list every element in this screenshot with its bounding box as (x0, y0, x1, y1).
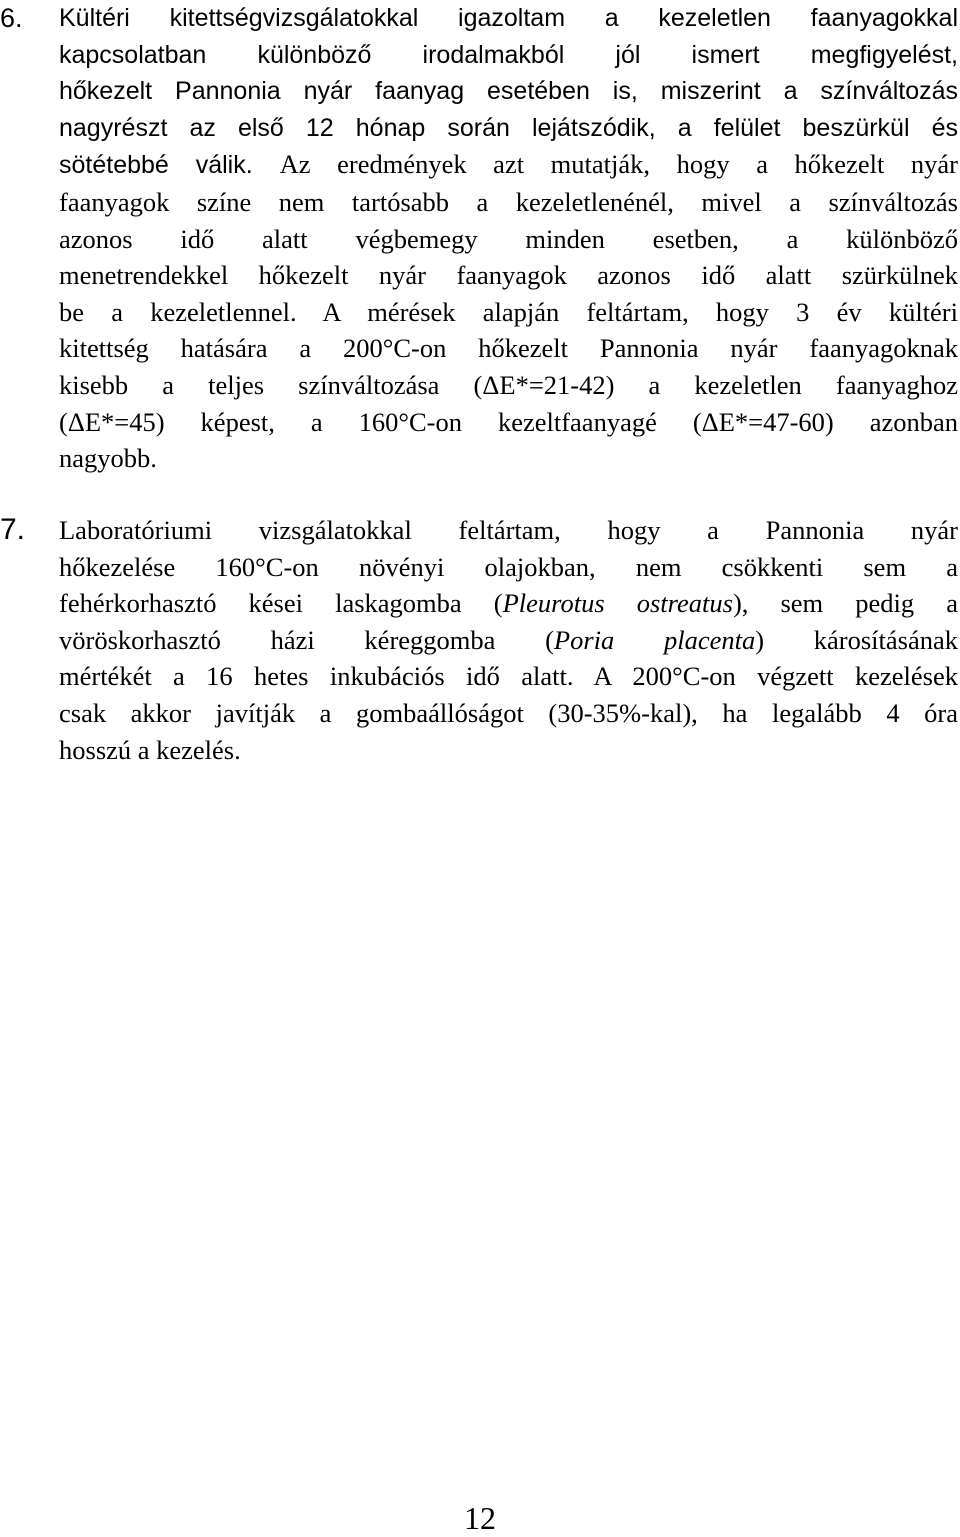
finding-text (59, 512, 958, 768)
text-segment: Az eredmények azt mutatják, hogy a hőkezelt nyár (279, 149, 958, 180)
text-line (59, 622, 958, 659)
text-segment: vöröskorhasztó házi kéreggomba ( (59, 624, 554, 655)
text-line: nagyobb. (59, 443, 157, 474)
text-segment: ) károsításának (755, 624, 958, 655)
text-segment: ), sem pedig a (732, 588, 958, 619)
text-line: csak akkor javítják a gombaállóságot (30-35%-kal), ha legalább 4 óra (59, 697, 958, 728)
text-line: hőkezelt Pannonia nyár faanyag esetében is, miszerint a színváltozás (59, 77, 958, 106)
text-line (59, 585, 958, 622)
text-segment: fehérkorhasztó kései laskagomba ( (59, 588, 503, 619)
finding-text (59, 0, 958, 477)
text-line: mértékét a 16 hetes inkubációs idő alatt. A 200°C-on végzett kezelések (59, 661, 958, 692)
text-line: (ΔE*=45) képest, a 160°C-on kezeltfaanyagé (ΔE*=47-60) azonban (59, 406, 958, 437)
text-line (59, 146, 958, 184)
text-line (59, 294, 958, 331)
species-name: Pleurotus ostreatus (502, 588, 733, 619)
text-line: menetrendekkel hőkezelt nyár faanyagok azonos idő alatt szürkülnek (59, 260, 958, 291)
finding-number: 6. (0, 3, 23, 33)
text-line: faanyagok színe nem tartósabb a kezeletlenénél, mivel a színváltozás (59, 186, 958, 217)
text-segment: A mérések alapján feltártam, hogy 3 év kültéri (322, 296, 958, 327)
text-line: Kültéri kitettségvizsgálatokkal igazoltam a kezeletlen faanyagokkal (59, 4, 958, 32)
finding-number: 7. (0, 513, 26, 546)
text-line: Laboratóriumi vizsgálatokkal feltártam, hogy a Pannonia nyár (59, 515, 958, 545)
text-line: hosszú a kezelés. (59, 734, 241, 765)
species-name: Poria placenta (553, 624, 756, 655)
text-line: kitettség hatására a 200°C-on hőkezelt Pannonia nyár faanyagoknak (59, 333, 958, 364)
text-line: hőkezelése 160°C-on növényi olajokban, nem csökkenti sem a (59, 551, 958, 582)
text-segment: sötétebbé válik. (59, 151, 253, 180)
page-number: 12 (464, 1500, 496, 1536)
text-segment: be a kezeletlennel. (59, 296, 297, 327)
text-line: kapcsolatban különböző irodalmakból jól ismert megfigyelést, (59, 40, 958, 69)
text-line: kisebb a teljes színváltozása (ΔE*=21-42) a kezeletlen faanyaghoz (59, 369, 958, 400)
text-line: nagyrészt az első 12 hónap során lejátszódik, a felület beszürkül és (59, 113, 958, 142)
text-line: azonos idő alatt végbemegy minden esetben, a különböző (59, 223, 958, 254)
